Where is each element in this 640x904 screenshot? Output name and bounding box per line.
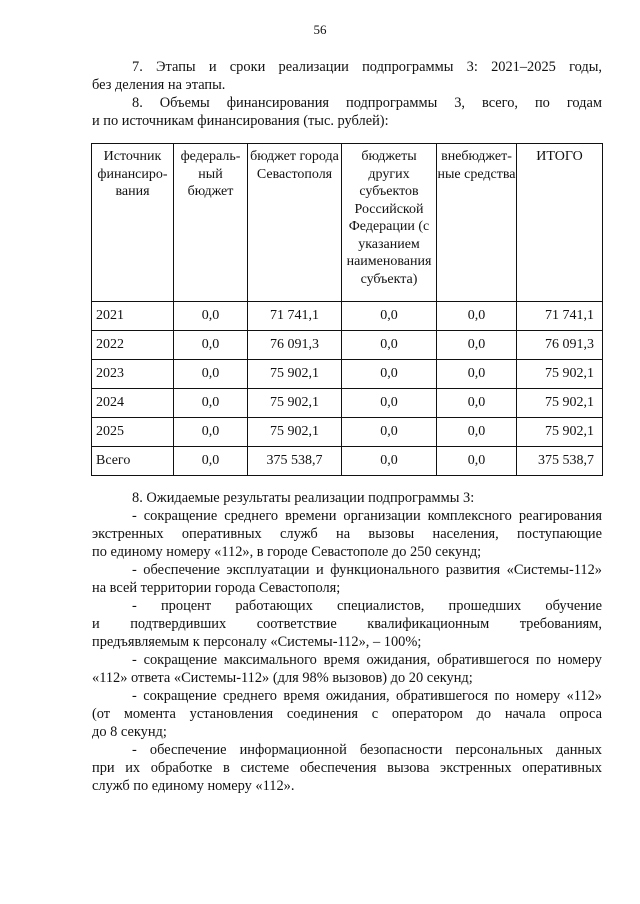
table-cell: 0,0: [174, 389, 248, 418]
table-cell: 0,0: [174, 447, 248, 476]
text-line: 7. Этапы и сроки реализации подпрограммы 3: 2021–2025 годы,: [132, 59, 602, 75]
table-cell: 0,0: [342, 360, 437, 389]
table-cell: 75 902,1: [248, 418, 342, 447]
header-total: ИТОГО: [517, 144, 603, 302]
text-line: - процент работающих специалистов, прошедших обучение: [132, 598, 602, 614]
header-city-budget: бюджет города Севастополя: [248, 144, 342, 302]
table-cell: 76 091,3: [517, 331, 603, 360]
table-cell: 2023: [92, 360, 174, 389]
table-cell: 0,0: [342, 331, 437, 360]
table-cell: 375 538,7: [517, 447, 603, 476]
table-cell: 0,0: [437, 447, 517, 476]
table-cell: 71 741,1: [248, 302, 342, 331]
text-line: и по источникам финансирования (тыс. рублей):: [92, 113, 389, 129]
text-line: - обеспечение информационной безопасности персональных данных: [132, 742, 602, 758]
table-cell: 75 902,1: [248, 360, 342, 389]
text-line: (от момента установления соединения с оператором до начала опроса: [92, 706, 602, 722]
table-row: [92, 331, 603, 360]
table-cell: 375 538,7: [248, 447, 342, 476]
table-cell: 0,0: [342, 302, 437, 331]
table-cell: 2021: [92, 302, 174, 331]
table-cell: 0,0: [174, 360, 248, 389]
table-cell: 75 902,1: [248, 389, 342, 418]
page-number: 56: [313, 22, 327, 37]
table-cell: 0,0: [437, 360, 517, 389]
table-cell: 0,0: [342, 447, 437, 476]
text-line: предъявляемым к персоналу «Системы-112», – 100%;: [92, 634, 422, 650]
table-cell: 75 902,1: [517, 389, 603, 418]
text-line: - сокращение максимального время ожидания, обратившегося по номеру: [132, 652, 602, 668]
text-line: - сокращение среднего время ожидания, обратившегося по номеру «112»: [132, 688, 602, 704]
text-line: при их обработке в системе обеспечения вызова экстренных оперативных: [92, 760, 602, 776]
text-line: на всей территории города Севастополя;: [92, 580, 341, 596]
text-line: служб по единому номеру «112».: [92, 778, 295, 794]
header-extrabudgetary: внебюджет-ные средства: [437, 144, 517, 302]
table-cell: Всего: [92, 447, 174, 476]
table-row-total: [92, 447, 603, 476]
table-cell: 0,0: [174, 418, 248, 447]
text-line: - обеспечение эксплуатации и функционального развития «Системы-112»: [132, 562, 602, 578]
table-cell: 71 741,1: [517, 302, 603, 331]
funding-table: [91, 143, 603, 476]
text-line: без деления на этапы.: [92, 77, 226, 93]
table-cell: 75 902,1: [517, 418, 603, 447]
text-line: 8. Ожидаемые результаты реализации подпрограммы 3:: [132, 490, 475, 506]
header-source: Источник финансиро-вания: [92, 144, 174, 302]
text-line: «112» ответа «Системы-112» (для 98% вызовов) до 20 секунд;: [92, 670, 473, 686]
table-cell: 2022: [92, 331, 174, 360]
funding-heading: [92, 94, 602, 130]
table-row: [92, 302, 603, 331]
text-line: и подтвердивших соответствие квалификационным требованиям,: [92, 616, 602, 632]
table-cell: 0,0: [437, 302, 517, 331]
text-line: экстренных оперативных служб на вызовы населения, поступающие: [92, 526, 602, 542]
table-cell: 2024: [92, 389, 174, 418]
table-row: [92, 389, 603, 418]
table-cell: 0,0: [437, 418, 517, 447]
table-cell: 0,0: [437, 331, 517, 360]
header-other-regions-budget: бюджеты других субъектов Российской Федерации (с указанием наименования субъекта): [342, 144, 437, 302]
table-row: [92, 360, 603, 389]
text-line: по единому номеру «112», в городе Севастополе до 250 секунд;: [92, 544, 482, 560]
table-cell: 0,0: [437, 389, 517, 418]
table-cell: 76 091,3: [248, 331, 342, 360]
table-cell: 0,0: [174, 302, 248, 331]
table-cell: 2025: [92, 418, 174, 447]
header-federal-budget: федераль-ный бюджет: [174, 144, 248, 302]
text-line: 8. Объемы финансирования подпрограммы 3, всего, по годам: [132, 95, 602, 111]
expected-results: [92, 489, 602, 795]
table-cell: 0,0: [174, 331, 248, 360]
table-row: [92, 418, 603, 447]
stages-paragraph: [92, 58, 602, 94]
table-cell: 75 902,1: [517, 360, 603, 389]
table-header-row: [92, 144, 603, 302]
text-line: - сокращение среднего времени организации комплексного реагирования: [132, 508, 602, 524]
text-line: до 8 секунд;: [92, 724, 167, 740]
table-cell: 0,0: [342, 418, 437, 447]
table-cell: 0,0: [342, 389, 437, 418]
